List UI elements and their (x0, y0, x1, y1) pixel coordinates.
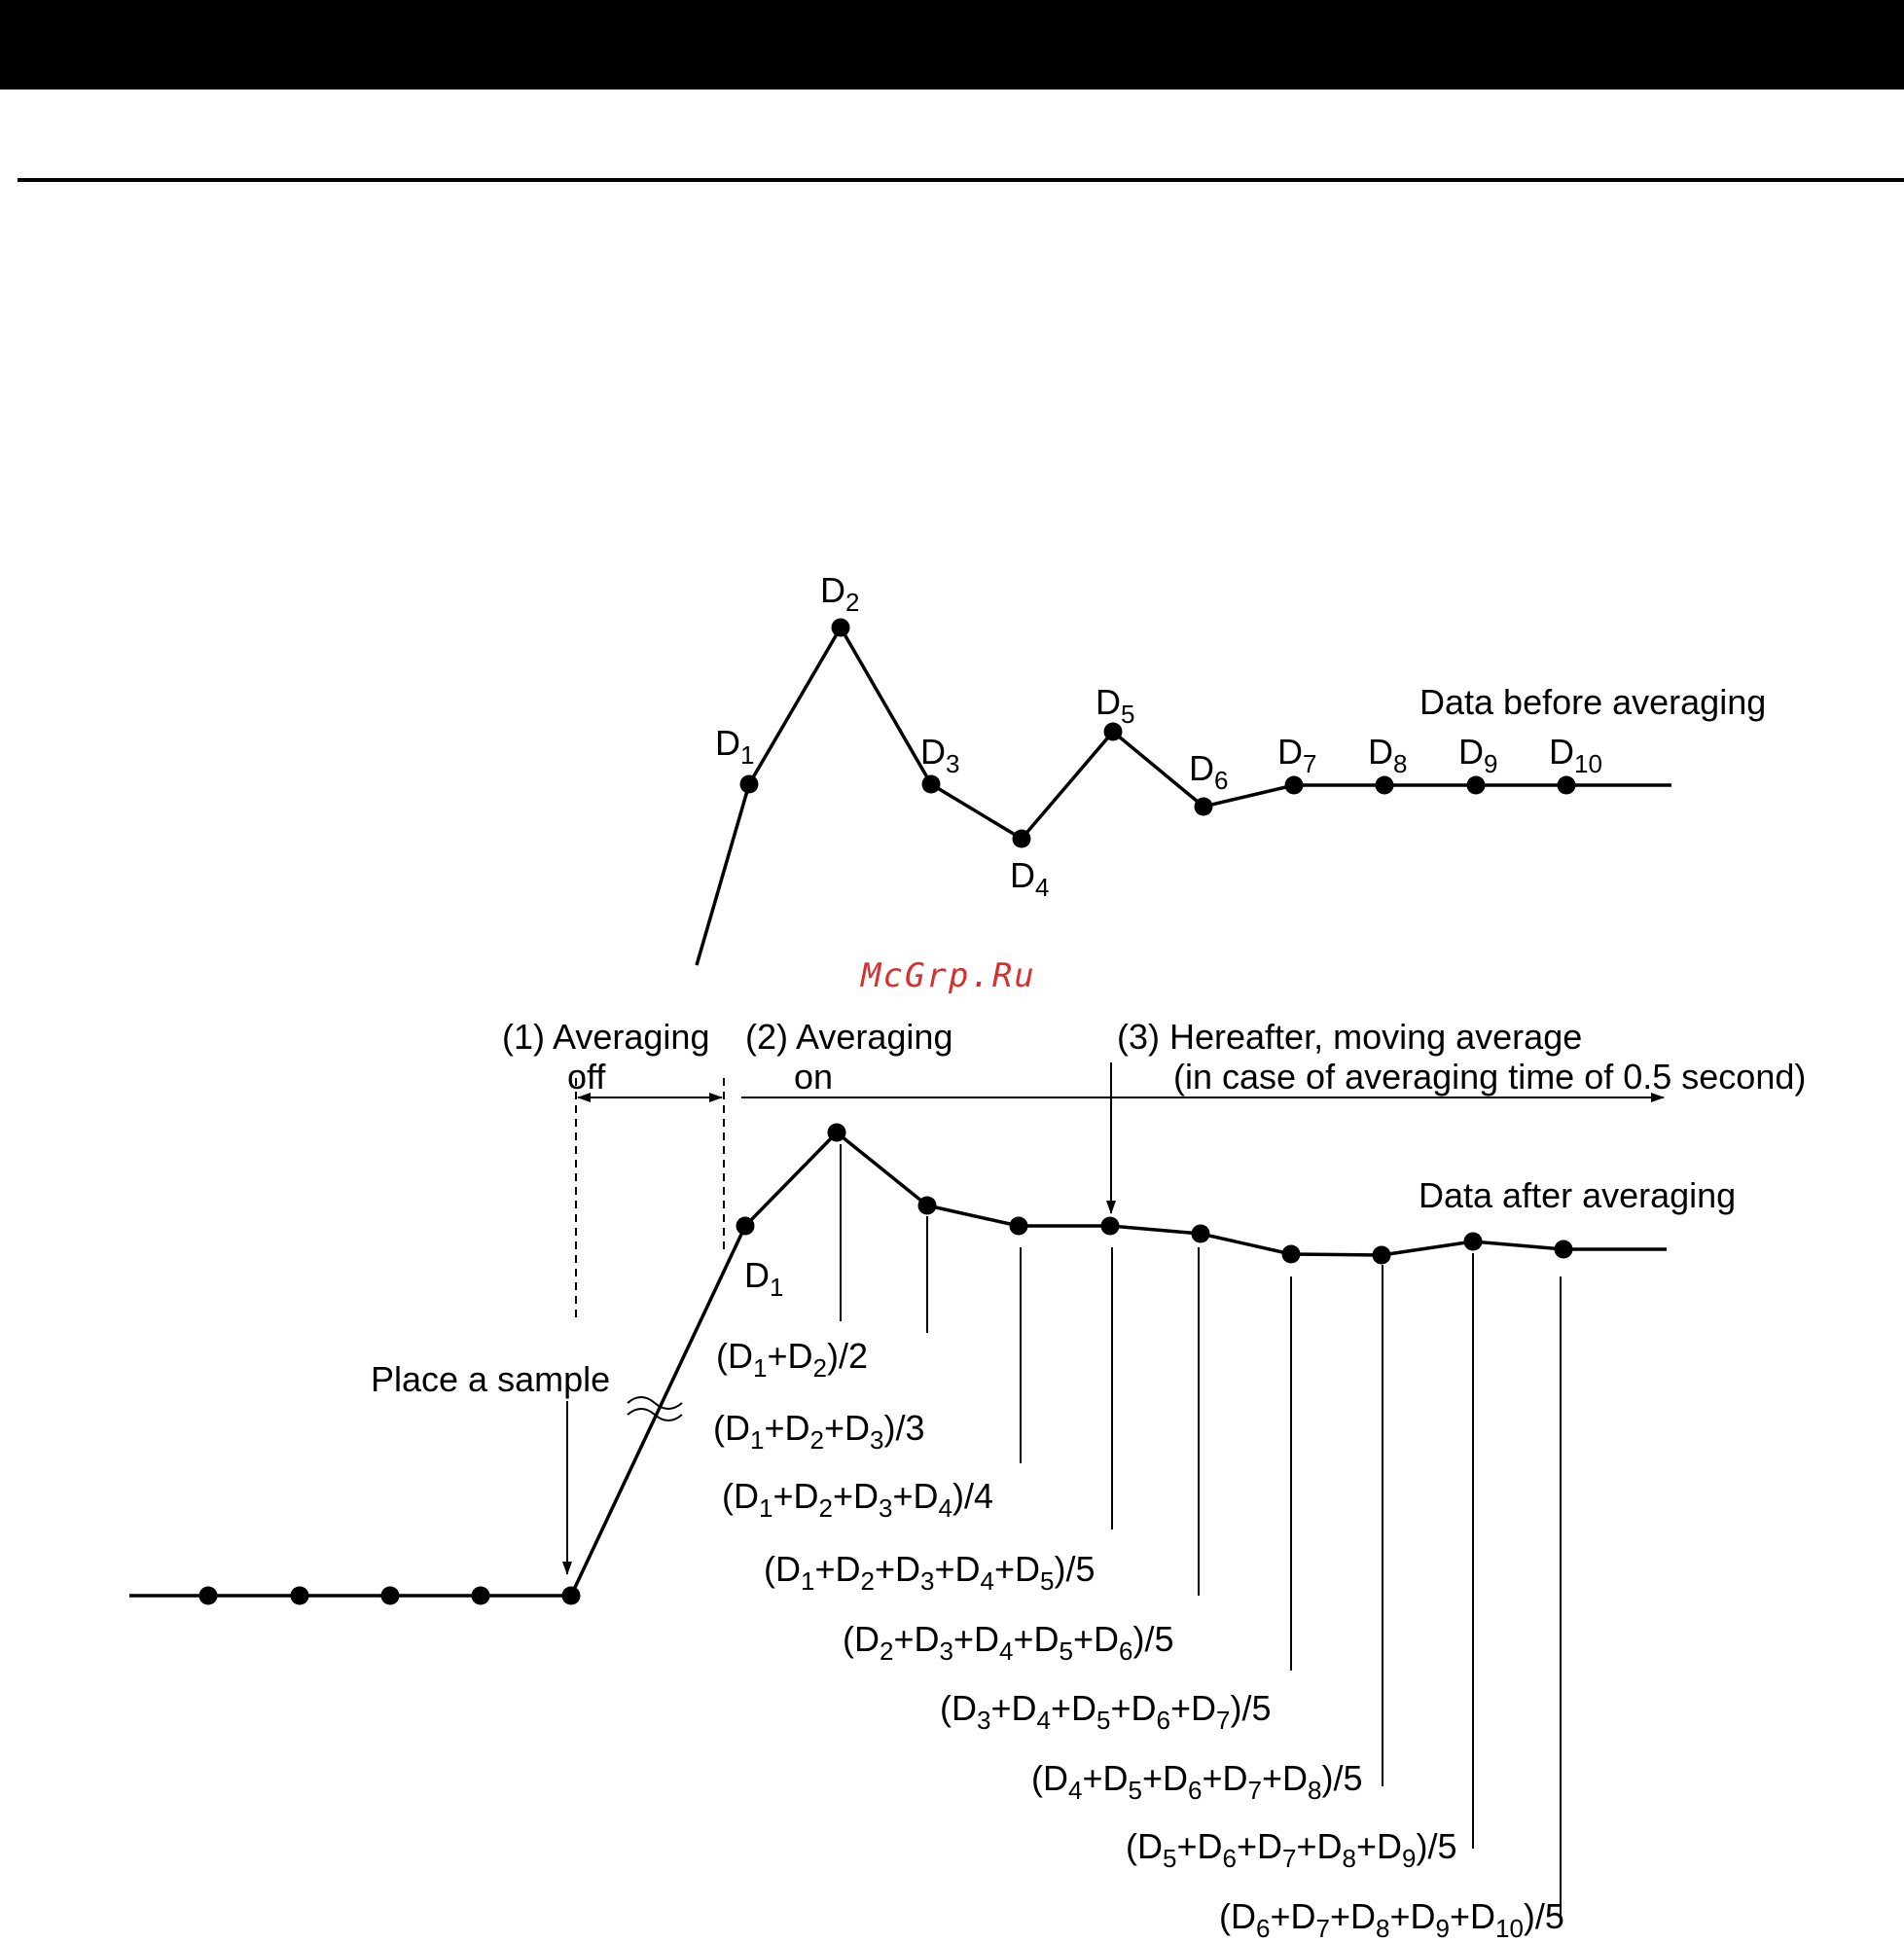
average-formula-5: $(D_2+D_3+D_4+D_5+D_6)/5$ (843, 1619, 1174, 1666)
avg-point-7 (1282, 1245, 1301, 1264)
average-formula-9: $(D_6+D_7+D_8+D_9+D_{10})/5$ (1219, 1896, 1564, 1942)
avg-point-6 (1192, 1225, 1210, 1243)
average-formula-4: $(D_1+D_2+D_3+D_4+D_5)/5$ (764, 1549, 1096, 1596)
average-formulas (713, 1336, 1564, 1942)
top-data-line (697, 628, 1671, 965)
top-label-d1: $D_1$ (715, 723, 755, 770)
phase3-note: (in case of averaging time of 0.5 second) (1173, 1057, 1807, 1097)
average-formula-2: $(D_1+D_2+D_3)/3$ (713, 1408, 925, 1455)
baseline-point (291, 1587, 309, 1605)
top-label-d2: $D_2$ (820, 570, 860, 617)
baseline-point (199, 1587, 218, 1605)
phase3-title: (3) Hereafter, moving average (1117, 1017, 1583, 1057)
avg-point-3 (918, 1197, 937, 1215)
baseline-point (472, 1587, 490, 1605)
average-formula-7: $(D_4+D_5+D_6+D_7+D_8)/5$ (1031, 1758, 1363, 1805)
avg-point-10 (1555, 1241, 1573, 1259)
avg-point-5 (1101, 1217, 1120, 1236)
avg-point-8 (1373, 1246, 1391, 1265)
top-label-d10: $D_{10}$ (1549, 732, 1602, 778)
avg-point-2 (828, 1124, 846, 1142)
phase1-state: off (567, 1057, 606, 1097)
phase2-state: on (794, 1057, 834, 1097)
average-formula-3: $(D_1+D_2+D_3+D_4)/4$ (722, 1476, 993, 1523)
top-label-d9: $D_9$ (1458, 732, 1498, 778)
top-point-d7 (1285, 776, 1304, 795)
top-point-d2 (832, 619, 850, 637)
top-point-d3 (922, 775, 941, 794)
top-point-d4 (1013, 830, 1031, 848)
top-point-d10 (1558, 776, 1576, 795)
top-caption: Data before averaging (1419, 682, 1767, 722)
top-point-d1 (740, 775, 759, 794)
top-label-d6: $D_6$ (1189, 748, 1229, 795)
top-point-d8 (1376, 776, 1394, 795)
phase2-title: (2) Averaging (745, 1017, 953, 1057)
top-point-d5 (1104, 723, 1123, 741)
phase1-title: (1) Averaging (502, 1017, 710, 1057)
top-label-d3: $D_3$ (920, 732, 960, 778)
baseline-point (381, 1587, 400, 1605)
top-point-d6 (1195, 798, 1213, 816)
phase-annotations (502, 1017, 1806, 1321)
baseline-point (562, 1587, 581, 1605)
bottom-caption: Data after averaging (1419, 1175, 1737, 1215)
avg-point-1 (736, 1217, 755, 1236)
top-points (740, 619, 1576, 848)
bottom-label-d1: $D_1$ (744, 1255, 784, 1302)
average-formula-8: $(D_5+D_6+D_7+D_8+D_9)/5$ (1126, 1826, 1457, 1873)
average-formula-1: $(D_1+D_2)/2$ (716, 1336, 868, 1383)
top-label-d8: $D_8$ (1368, 732, 1408, 778)
top-label-d4: $D_4$ (1010, 855, 1050, 902)
top-point-labels (715, 570, 1602, 902)
top-label-d5: $D_5$ (1096, 682, 1135, 729)
avg-point-4 (1010, 1217, 1028, 1236)
top-point-d9 (1467, 776, 1486, 795)
average-formula-6: $(D_3+D_4+D_5+D_6+D_7)/5$ (940, 1688, 1272, 1735)
place-sample-label: Place a sample (371, 1359, 611, 1399)
bottom-graph (129, 1124, 1736, 1918)
top-label-d7: $D_7$ (1277, 732, 1317, 778)
top-graph (697, 570, 1766, 965)
avg-point-9 (1464, 1233, 1483, 1251)
watermark: McGrp.Ru (861, 956, 1036, 995)
